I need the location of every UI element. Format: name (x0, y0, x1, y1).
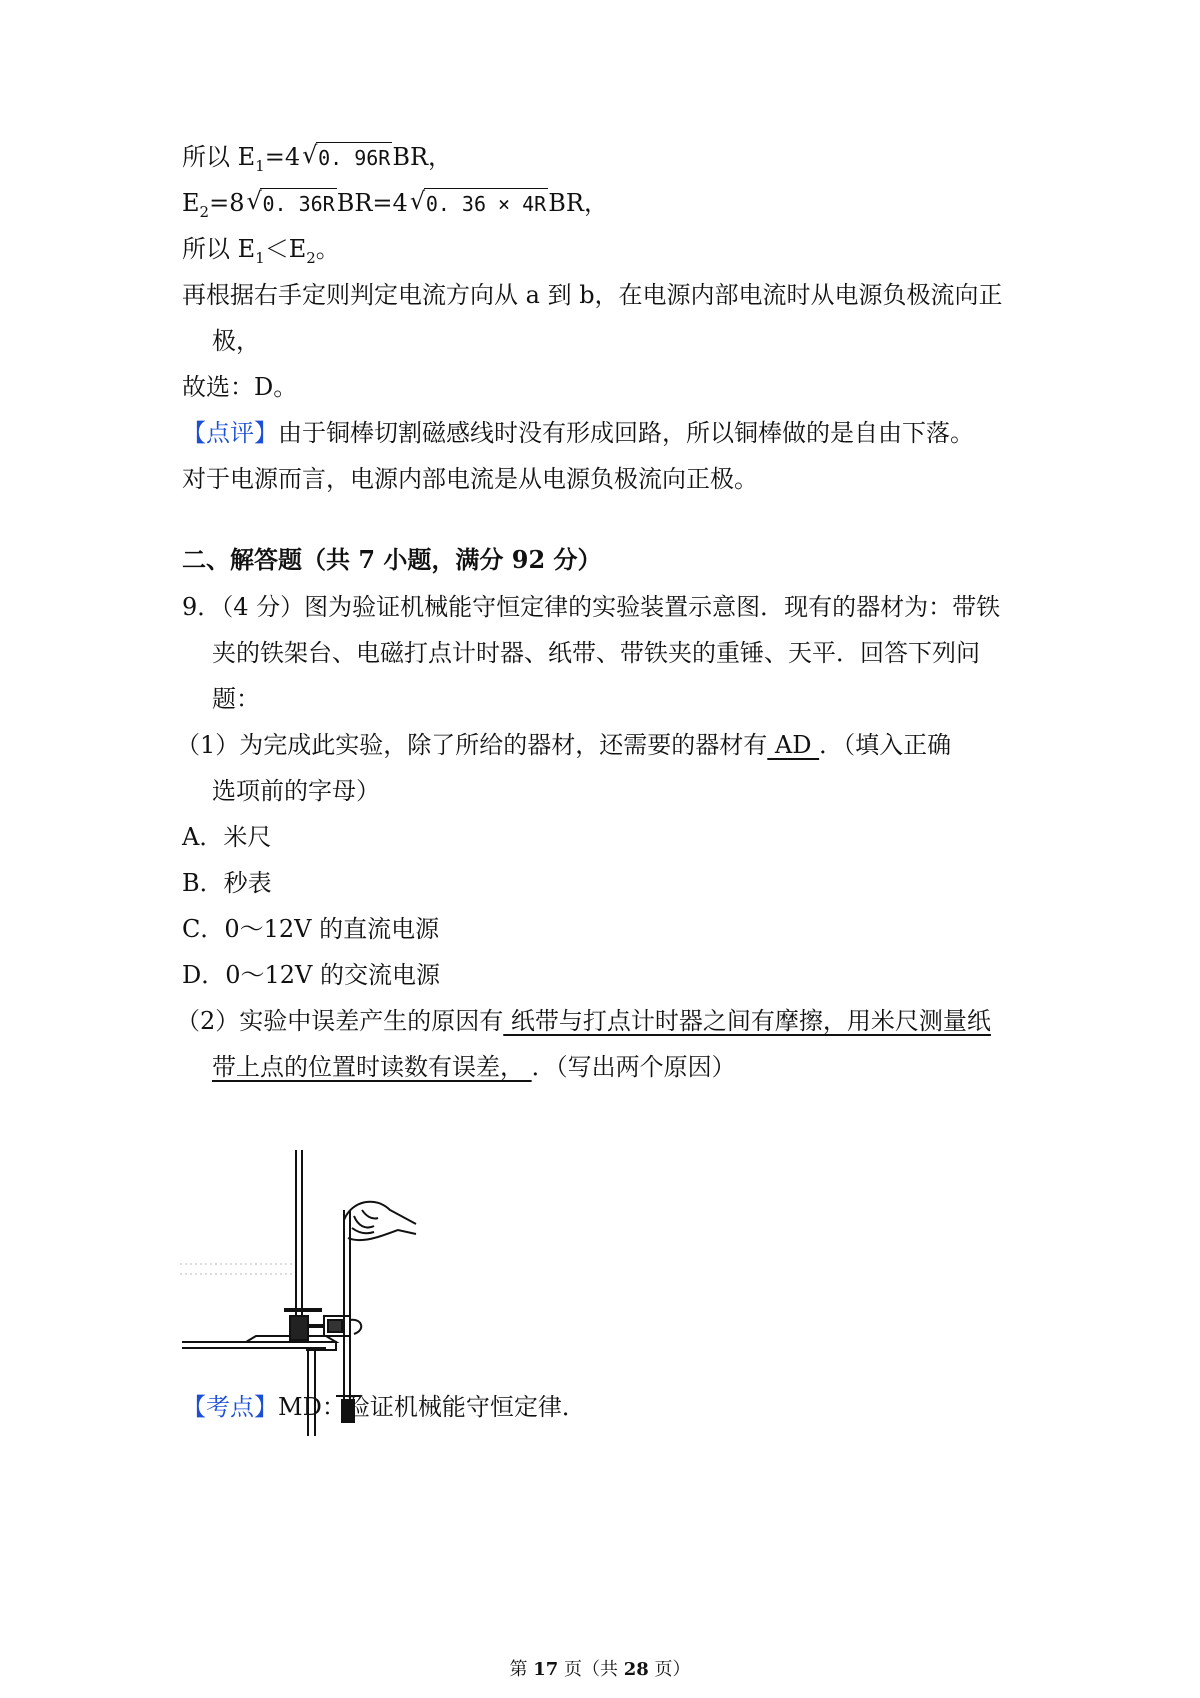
section-heading: 二、解答题（共 7 小题，满分 92 分） (182, 545, 602, 574)
page-footer (0, 1655, 1200, 1681)
option-a: A．米尺 (182, 823, 272, 851)
comment-line (182, 418, 974, 448)
answer-blank: 纸带与打点计时器之间有摩擦，用米尺测量纸 (503, 1007, 991, 1035)
text: ．（写出两个原因） (531, 1053, 736, 1081)
question-9-part-2-cont (212, 1052, 736, 1082)
text: （1）为完成此实验，除了所给的器材，还需要的器材有 (176, 731, 768, 759)
text: 页（共 (558, 1659, 624, 1680)
solution-line-answer: 故选：D。 (182, 373, 298, 401)
subscript: 1 (255, 156, 265, 175)
text: 第 (509, 1659, 534, 1680)
text: ＜E (264, 235, 307, 263)
radicand: 0. 96R (316, 142, 392, 173)
text: 所以 E (182, 143, 256, 171)
text: ．（填入正确 (819, 731, 952, 759)
text: 页） (648, 1659, 691, 1680)
comment-text: 由于铜棒切割磁感线时没有形成回路，所以铜棒做的是自由下落。 (278, 419, 974, 447)
option-d: D．0～12V 的交流电源 (182, 961, 441, 989)
answer-blank: 带上点的位置时读数有误差， (212, 1053, 532, 1081)
question-9-line-2: 夹的铁架台、电磁打点计时器、纸带、带铁夹的重锤、天平．回答下列问 (212, 639, 980, 667)
option-b: B．秒表 (182, 869, 272, 897)
option-c: C．0～12V 的直流电源 (182, 915, 440, 943)
text: 所以 E (182, 235, 256, 263)
text: =4 (264, 143, 301, 171)
radicand: 0. 36 × 4R (424, 188, 548, 219)
solution-line-current: 再根据右手定则判定电流方向从 a 到 b，在电源内部电流时从电源负极流向正 (182, 281, 1003, 309)
kaodian-line (182, 1392, 586, 1422)
radicand: 0. 36R (260, 188, 336, 219)
radical-sign: √ (302, 141, 318, 169)
text: =8 (209, 189, 245, 217)
subscript: 2 (199, 202, 210, 221)
answer-blank: AD (767, 731, 820, 759)
radical-sign: √ (246, 187, 262, 215)
comment-line-2: 对于电源而言，电源内部电流是从电源负极流向正极。 (182, 465, 758, 493)
text: BR=4 (336, 189, 408, 217)
kaodian-text: MD：验证机械能守恒定律． (278, 1393, 586, 1421)
text: E (182, 189, 200, 217)
question-9-part-2 (176, 1006, 991, 1036)
text: BR， (392, 143, 453, 171)
subscript: 1 (255, 248, 265, 267)
solution-line-current-cont: 极， (212, 327, 260, 355)
radical-sign: √ (409, 187, 426, 215)
solution-line-e1 (182, 142, 452, 181)
page-number: 17 (533, 1659, 559, 1680)
solution-line-e2 (182, 188, 608, 227)
sqrt-expression (410, 188, 548, 219)
sqrt-expression (302, 142, 392, 173)
text: （2）实验中误差产生的原因有 (176, 1007, 504, 1035)
clamp-block (290, 1316, 308, 1340)
hand (344, 1202, 416, 1224)
question-9-part-1-cont: 选项前的字母） (212, 777, 380, 805)
question-9-line-3: 题： (212, 685, 260, 713)
comment-tag: 【点评】 (182, 419, 278, 447)
text: 。 (315, 235, 340, 263)
question-9-line-1: 9．（4 分）图为验证机械能守恒定律的实验装置示意图．现有的器材为：带铁 (182, 593, 1001, 621)
sqrt-expression (246, 188, 336, 219)
kaodian-tag: 【考点】 (182, 1393, 278, 1421)
question-9-part-1 (176, 730, 951, 760)
solution-line-compare (182, 234, 340, 273)
text: BR， (548, 189, 608, 217)
subscript: 2 (306, 248, 316, 267)
total-pages: 28 (623, 1659, 649, 1680)
